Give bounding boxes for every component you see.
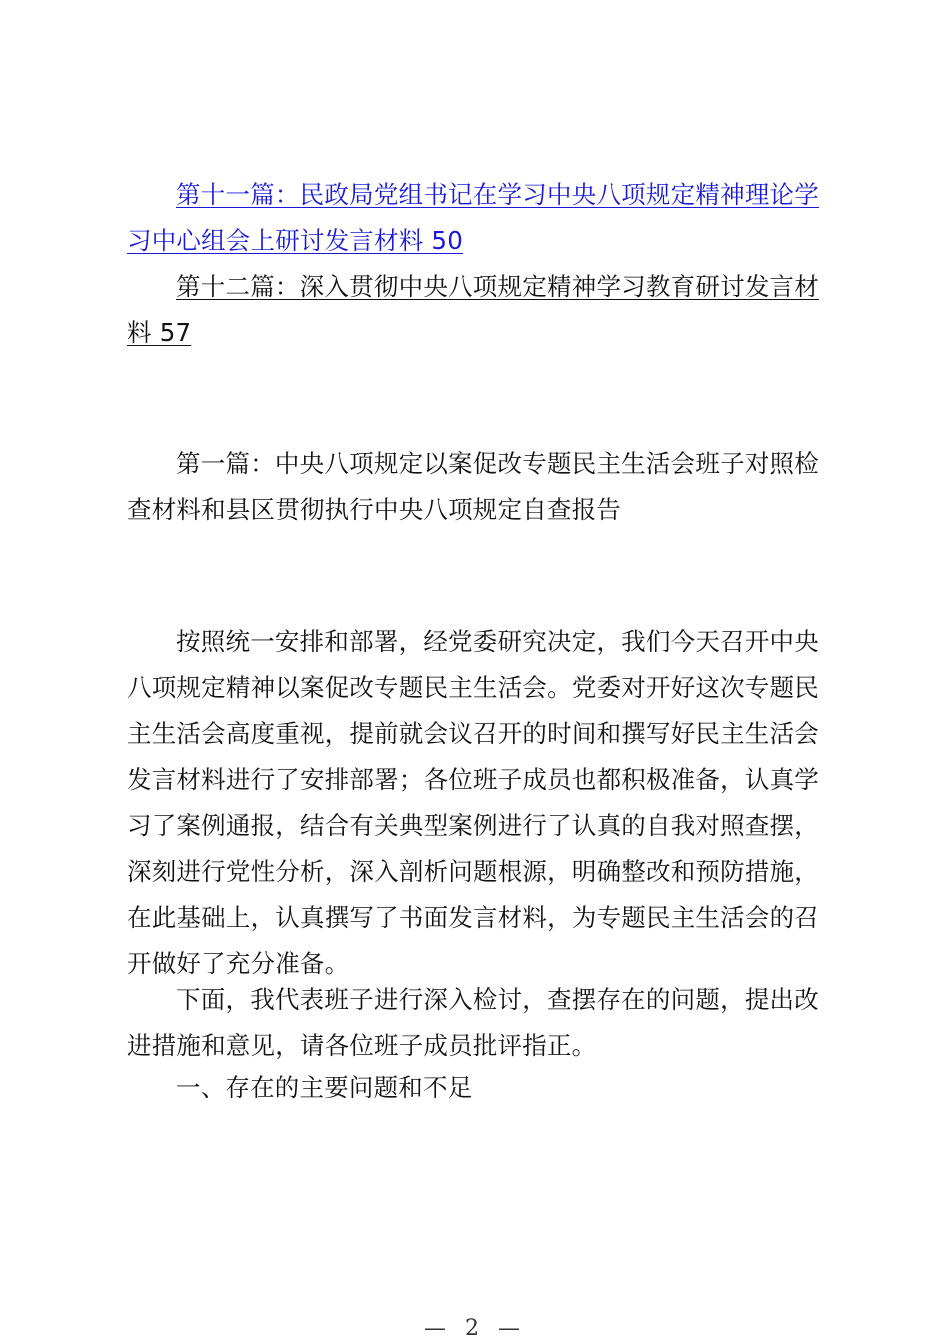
page-number: — 2 — [424,1316,526,1341]
toc-entry-11-page[interactable]: 50 [431,226,463,255]
body-paragraph-1: 按照统一安排和部署，经党委研究决定，我们今天召开中央八项规定精神以案促改专题民主生活会。党委对开好这次专题民主生活会高度重视，提前就会议召开的时间和撰写好民主生活会发言材料进行了安排部署；各位班子成员也都积极准备，认真学习了案例通报，结合有关典型案例进行了认真的自我对照查摆，深刻进行党性分析，深入剖析问题根源，明确整改和预防措施，在此基础上，认真撰写了书面发言材料，为专题民主生活会的召开做好了充分准备。 [127,627,819,978]
chapter-title: 第一篇：中央八项规定以案促改专题民主生活会班子对照检查材料和县区贯彻执行中央八项规定自查报告 [127,449,819,524]
body-paragraph-2: 下面，我代表班子进行深入检讨，查摆存在的问题，提出改进措施和意见，请各位班子成员批评指正。 [127,985,819,1060]
toc-entry-12-page[interactable]: 57 [159,318,192,347]
toc-entry-12-title[interactable]: 第十二篇：深入贯彻中央八项规定精神学习教育研讨发言材料 [127,272,819,347]
section-heading-1: 一、存在的主要问题和不足 [176,1073,473,1102]
toc-entry-11[interactable] [127,172,819,264]
toc-entry-11-title[interactable]: 第十一篇：民政局党组书记在学习中央八项规定精神理论学习中心组会上研讨发言材料 [127,180,819,255]
toc-entry-12[interactable] [127,264,819,356]
